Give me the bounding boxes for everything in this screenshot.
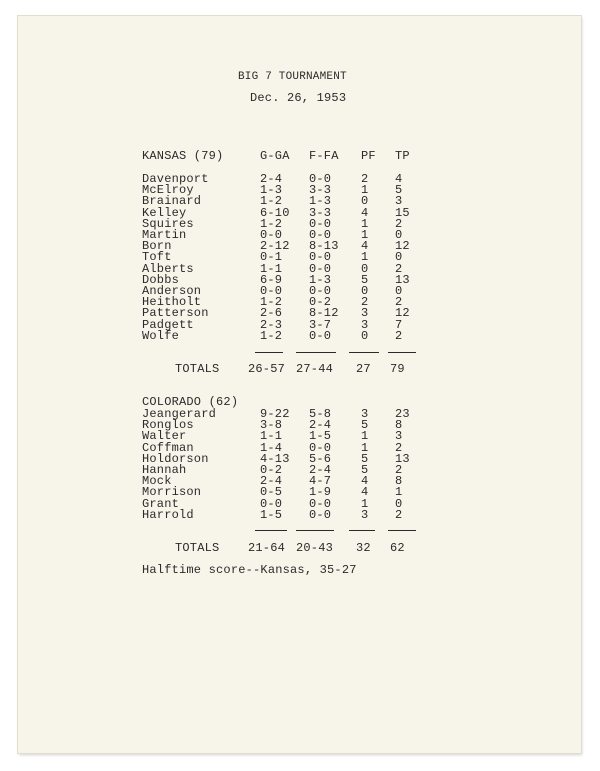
player-tp: 7 — [395, 317, 403, 332]
player-tp: 5 — [395, 183, 403, 198]
player-pf: 1 — [361, 440, 369, 455]
document-date: Dec. 26, 1953 — [250, 91, 347, 105]
player-pf: 3 — [361, 507, 369, 522]
table-row — [0, 297, 600, 308]
player-name: Holdorson — [142, 451, 209, 466]
player-name: Mock — [142, 474, 172, 489]
player-pf: 4 — [361, 474, 369, 489]
player-tp: 0 — [395, 228, 403, 242]
player-tp: 3 — [395, 194, 403, 209]
player-tp: 2 — [395, 440, 403, 455]
player-ffa: 4-7 — [309, 474, 332, 489]
player-ffa: 0-0 — [309, 328, 332, 343]
player-tp: 23 — [395, 407, 410, 421]
player-name: Squires — [142, 216, 194, 231]
table-row — [0, 205, 600, 220]
player-pf: 3 — [361, 317, 369, 332]
table-row — [0, 496, 600, 511]
player-pf: 0 — [361, 284, 369, 298]
player-pf: 2 — [361, 172, 369, 186]
table-row — [0, 487, 600, 498]
kansas-rule-tp — [388, 352, 416, 353]
player-pf: 4 — [361, 485, 369, 500]
kansas-totals-gga: 26-57 — [248, 362, 286, 376]
colorado-totals-gga: 21-64 — [248, 541, 286, 555]
player-ffa: 3-3 — [309, 183, 332, 198]
player-pf: 1 — [361, 496, 369, 511]
player-ffa: 0-0 — [309, 507, 332, 522]
player-ffa: 8-13 — [309, 239, 339, 254]
player-tp: 13 — [395, 272, 410, 287]
player-pf: 5 — [361, 418, 369, 433]
player-tp: 8 — [395, 418, 403, 433]
player-gga: 0-0 — [260, 228, 283, 242]
player-ffa: 0-0 — [309, 216, 332, 231]
kansas-totals-label: TOTALS — [175, 362, 220, 376]
table-row — [0, 185, 600, 196]
player-name: Toft — [142, 250, 172, 265]
player-ffa: 0-0 — [309, 284, 332, 298]
table-row — [0, 409, 600, 420]
player-name: Born — [142, 239, 172, 254]
player-name: Davenport — [142, 172, 209, 186]
player-gga: 1-5 — [260, 507, 283, 522]
table-row — [0, 272, 600, 287]
player-ffa: 1-3 — [309, 194, 332, 209]
colorado-rule-tp — [388, 530, 416, 531]
player-tp: 2 — [395, 463, 403, 477]
player-tp: 4 — [395, 172, 403, 186]
player-gga: 1-2 — [260, 194, 283, 209]
player-gga: 6-9 — [260, 272, 283, 287]
player-tp: 2 — [395, 295, 403, 310]
player-ffa: 3-3 — [309, 205, 332, 220]
player-tp: 0 — [395, 496, 403, 511]
column-header-pf: PF — [361, 149, 376, 163]
document-page — [18, 16, 581, 753]
player-ffa: 0-2 — [309, 295, 332, 310]
player-name: Heitholt — [142, 295, 202, 310]
kansas-totals-ffa: 27-44 — [296, 362, 334, 376]
player-gga: 1-2 — [260, 328, 283, 343]
table-row — [0, 196, 600, 207]
player-name: Wolfe — [142, 328, 180, 343]
kansas-header: KANSAS (79) — [142, 149, 224, 163]
player-name: Coffman — [142, 440, 194, 455]
colorado-totals-ffa: 20-43 — [296, 541, 334, 555]
player-ffa: 1-9 — [309, 485, 332, 500]
player-name: Kelley — [142, 205, 187, 220]
player-name: Dobbs — [142, 272, 180, 287]
player-tp: 2 — [395, 216, 403, 231]
player-gga: 0-5 — [260, 485, 283, 500]
player-gga: 9-22 — [260, 407, 290, 421]
player-name: McElroy — [142, 183, 194, 198]
player-ffa: 0-0 — [309, 250, 332, 265]
player-gga: 0-0 — [260, 496, 283, 511]
player-pf: 0 — [361, 194, 369, 209]
table-row — [0, 252, 600, 263]
player-tp: 12 — [395, 239, 410, 254]
player-ffa: 0-0 — [309, 440, 332, 455]
table-row — [0, 317, 600, 332]
player-gga: 0-0 — [260, 284, 283, 298]
player-pf: 4 — [361, 205, 369, 220]
player-tp: 3 — [395, 429, 403, 444]
player-gga: 6-10 — [260, 205, 290, 220]
player-pf: 1 — [361, 216, 369, 231]
player-gga: 2-3 — [260, 317, 283, 332]
player-name: Ronglos — [142, 418, 194, 433]
player-pf: 1 — [361, 250, 369, 265]
kansas-totals-tp: 79 — [390, 362, 405, 376]
player-name: Harrold — [142, 507, 194, 522]
player-name: Jeangerard — [142, 407, 217, 421]
player-name: Martin — [142, 228, 187, 242]
player-ffa: 0-0 — [309, 496, 332, 511]
kansas-rule-gga — [255, 352, 283, 353]
player-pf: 1 — [361, 429, 369, 444]
column-header-ffa: F-FA — [309, 149, 339, 163]
table-row — [0, 431, 600, 442]
player-name: Grant — [142, 496, 180, 511]
player-gga: 1-3 — [260, 183, 283, 198]
player-tp: 12 — [395, 306, 410, 321]
table-row — [0, 308, 600, 319]
player-name: Brainard — [142, 194, 202, 209]
player-ffa: 0-0 — [309, 172, 332, 186]
player-gga: 1-4 — [260, 440, 283, 455]
player-ffa: 5-8 — [309, 407, 332, 421]
table-row — [0, 465, 600, 476]
player-ffa: 8-12 — [309, 306, 339, 321]
kansas-rule-pf — [349, 352, 379, 353]
table-row — [0, 241, 600, 252]
player-name: Padgett — [142, 317, 194, 332]
table-row — [0, 328, 600, 343]
player-tp: 1 — [395, 485, 403, 500]
colorado-rule-pf — [349, 530, 375, 531]
player-pf: 3 — [361, 407, 369, 421]
player-ffa: 1-5 — [309, 429, 332, 444]
player-ffa: 5-6 — [309, 451, 332, 466]
player-pf: 0 — [361, 261, 369, 276]
kansas-totals-pf: 27 — [356, 362, 371, 376]
player-pf: 4 — [361, 239, 369, 254]
player-gga: 1-2 — [260, 295, 283, 310]
player-pf: 5 — [361, 451, 369, 466]
player-pf: 0 — [361, 328, 369, 343]
table-row — [0, 440, 600, 455]
player-pf: 5 — [361, 272, 369, 287]
player-gga: 1-1 — [260, 429, 283, 444]
colorado-totals-label: TOTALS — [175, 541, 220, 555]
player-tp: 2 — [395, 507, 403, 522]
player-tp: 13 — [395, 451, 410, 466]
player-gga: 2-4 — [260, 474, 283, 489]
colorado-totals-pf: 32 — [356, 541, 371, 555]
player-gga: 2-4 — [260, 172, 283, 186]
player-tp: 2 — [395, 328, 403, 343]
player-ffa: 2-4 — [309, 463, 332, 477]
player-name: Anderson — [142, 284, 202, 298]
player-pf: 3 — [361, 306, 369, 321]
player-tp: 0 — [395, 250, 403, 265]
player-name: Alberts — [142, 261, 194, 276]
document-title: BIG 7 TOURNAMENT — [238, 71, 347, 83]
player-gga: 3-8 — [260, 418, 283, 433]
colorado-rule-gga — [255, 530, 287, 531]
table-row — [0, 420, 600, 431]
player-tp: 8 — [395, 474, 403, 489]
player-gga: 0-2 — [260, 463, 283, 477]
column-header-gga: G-GA — [260, 149, 290, 163]
table-row — [0, 216, 600, 231]
halftime-score: Halftime score--Kansas, 35-27 — [142, 563, 357, 577]
player-gga: 4-13 — [260, 451, 290, 466]
colorado-totals-tp: 62 — [390, 541, 405, 555]
player-pf: 2 — [361, 295, 369, 310]
table-row — [0, 230, 600, 241]
player-ffa: 0-0 — [309, 228, 332, 242]
player-name: Hannah — [142, 463, 187, 477]
player-gga: 1-2 — [260, 216, 283, 231]
player-ffa: 1-3 — [309, 272, 332, 287]
table-row — [0, 174, 600, 185]
table-row — [0, 451, 600, 466]
player-name: Walter — [142, 429, 187, 444]
player-tp: 15 — [395, 205, 410, 220]
player-ffa: 3-7 — [309, 317, 332, 332]
player-name: Patterson — [142, 306, 209, 321]
player-pf: 1 — [361, 183, 369, 198]
player-ffa: 0-0 — [309, 261, 332, 276]
player-name: Morrison — [142, 485, 202, 500]
player-tp: 0 — [395, 284, 403, 298]
kansas-rule-ffa — [296, 352, 336, 353]
table-row — [0, 476, 600, 487]
table-row — [0, 286, 600, 297]
player-gga: 2-12 — [260, 239, 290, 254]
column-header-tp: TP — [395, 149, 410, 163]
player-ffa: 2-4 — [309, 418, 332, 433]
player-tp: 2 — [395, 261, 403, 276]
player-pf: 5 — [361, 463, 369, 477]
colorado-rule-ffa — [296, 530, 334, 531]
table-row — [0, 507, 600, 522]
player-gga: 1-1 — [260, 261, 283, 276]
colorado-header: COLORADO (62) — [142, 395, 239, 409]
player-gga: 2-6 — [260, 306, 283, 321]
player-gga: 0-1 — [260, 250, 283, 265]
player-pf: 1 — [361, 228, 369, 242]
table-row — [0, 261, 600, 276]
